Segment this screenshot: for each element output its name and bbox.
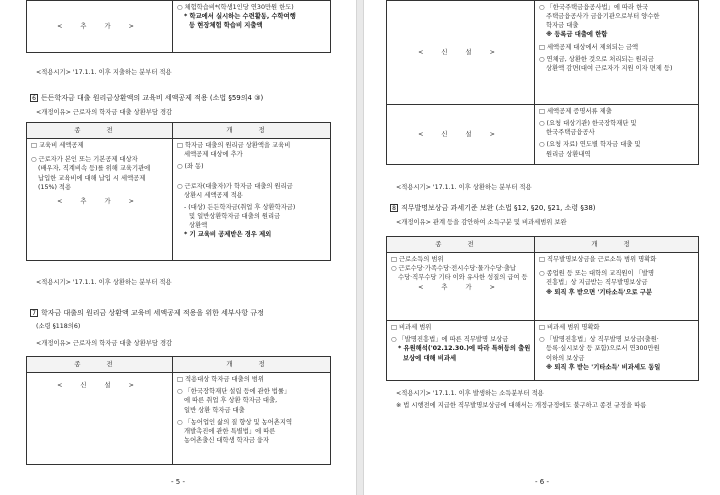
after-cell-b xyxy=(535,105,699,165)
text-line: ○ 「한국주택금융공사법」에 따라 한국 xyxy=(539,4,649,11)
section-title-text: 학자금 대출의 원리금 상환액 교육비 세액공제 적용을 위한 세부사항 규정 xyxy=(41,309,264,317)
section-number-box: 8 xyxy=(390,204,398,212)
text-line: ○ 종업원 등 또는 대학의 교직원이 「발명 xyxy=(539,270,655,278)
text-line: ○ 체험학습비*(학생1인당 연30만원 한도) xyxy=(177,4,294,11)
page-gutter xyxy=(356,0,364,495)
text-line: 원리금 상환내역 xyxy=(546,150,591,158)
effective-date-note: <적용시기> '17.1.1. 이후 상환하는 분부터 적용 xyxy=(36,279,172,286)
text-line: □ 비과세 범위 xyxy=(391,324,432,332)
text-line: ○ 「발명진흥법」상 직무발명 보상금(출원· xyxy=(539,336,659,344)
section-6-table xyxy=(26,122,331,261)
section-title-text: 든든학자금 대출 원리금상환액의 교육비 세액공제 적용 (소법 §59의4 ③) xyxy=(41,94,264,102)
after-cell-a xyxy=(535,1,699,105)
after-cell-income-scope xyxy=(535,253,699,321)
text-line: * 유원해석('02.12.30.)에 따라 특허등의 출원 xyxy=(398,345,531,353)
text-line: 일반 상환 학자금 대출 xyxy=(184,406,245,414)
top-table-right-cell xyxy=(173,1,331,53)
effective-date-note: <적용시기> '17.1.1. 이후 상환하는 분부터 적용 xyxy=(396,184,532,191)
text-line: ○ 「발명진흥법」에 따른 직무발명 보상금 xyxy=(391,336,509,344)
text-line: ○ 연체금, 상환한 것으로 처리되는 원리금 xyxy=(539,55,654,63)
section-8-title xyxy=(390,203,596,213)
text-line: 등 현장체험 학습비 지출액 xyxy=(189,22,263,30)
text-line: ※ 퇴직 후 받으면 '기타소득'으로 구분 xyxy=(546,288,653,296)
text-line: ※ 퇴직 후 받는 '기타소득' 비과세도 동일 xyxy=(546,363,661,371)
text-line: □ 직무발명보상금을 근로소득 범위 명확화 xyxy=(539,256,657,264)
text-line: 수당·직무수당 기타 이와 유사한 성질의 급여 등 xyxy=(398,274,528,282)
text-line: - (대상) 든든학자금(취업 후 상환학자금) xyxy=(184,203,296,211)
text-line: 납입한 교육비에 대해 납입 시 세액공제 xyxy=(38,174,146,182)
text-line: 이하의 보상금 xyxy=(546,354,585,362)
section-7-reason: <개정이유> 근로자의 학자금 대출 상환부담 경감 xyxy=(36,340,173,347)
text-line: 학자금 대출 xyxy=(546,22,579,30)
text-line: 세액공제 대상에 추가 xyxy=(184,151,243,159)
top-table-left-cell: < 추 가 > xyxy=(27,1,173,53)
text-line: 등록·실시보상 등 포함)으로서 연300만원 xyxy=(546,345,660,353)
section-number-box: 7 xyxy=(30,309,38,317)
page-number: - 6 - xyxy=(535,477,549,486)
section-7-title xyxy=(30,308,264,318)
before-cell: < 신 설 > xyxy=(27,373,173,465)
text-line: 보상에 대해 비과세 xyxy=(403,354,457,362)
effective-date-note: <적용시기> '17.1.1. 이후 발생하는 소득분부터 적용 xyxy=(396,390,544,397)
section-title-text: 직무발명보상금 과세기준 보완 (소법 §12, §20, §21, 소령 §38) xyxy=(401,204,596,212)
text-line: □ 비과세 범위 명확화 xyxy=(539,324,600,332)
text-line: □ 세액공제 증명서류 제출 xyxy=(539,108,612,115)
text-line: □ 적용대상 학자금 대출의 범위 xyxy=(177,376,264,384)
page-number: - 5 - xyxy=(171,477,185,486)
text-line: 진흥법」상 지급받는 직무발명보상금 xyxy=(546,279,648,287)
after-cell xyxy=(173,139,331,261)
text-line: < 추 가 > xyxy=(57,197,142,205)
after-cell-tax-exempt xyxy=(535,321,699,381)
section-8-table xyxy=(386,236,699,381)
text-line: 주택금융공사가 금융기관으로부터 양수한 xyxy=(546,13,660,21)
column-header-after: 개 정 xyxy=(173,357,331,373)
text-line: ※ 등록금 대출에 한함 xyxy=(546,31,608,39)
text-line: 및 일반상환학자금 대출의 원리금 xyxy=(189,212,281,220)
column-header-after: 개 정 xyxy=(535,237,699,253)
column-header-before: 종 전 xyxy=(27,357,173,373)
text-line: 상환액 감면(대여 근로자가 지원 이자 면제 등) xyxy=(546,64,673,72)
text-line: □ 세액공제 대상에서 제외되는 금액 xyxy=(539,43,639,51)
before-cell xyxy=(27,139,173,261)
column-header-before: 종 전 xyxy=(27,123,173,139)
before-cell-income-scope xyxy=(387,253,535,321)
section-6-reason: <개정이유> 근로자의 학자금 대출 상환부담 경감 xyxy=(36,109,173,116)
text-line: ○ 근로자(대출자)가 학자금 대출의 원리금 xyxy=(177,182,293,190)
section-8-reason: <개정이유> 관계 등을 감안하여 소득구분 및 비과세범위 보완 xyxy=(396,219,567,226)
text-line: □ 학자금 대출의 원리금 상환액을 교육비 xyxy=(177,142,291,150)
footnote: ※ 법 시행전에 지급한 직무발명보상금에 대해서는 개정규정에도 불구하고 종전 규정을 따름 xyxy=(396,402,647,409)
text-line: (15%) 적용 xyxy=(38,183,72,191)
text-line: 개발촉진에 관한 특별법」에 따른 xyxy=(184,427,276,435)
column-header-after: 개 정 xyxy=(173,123,331,139)
text-line: ○ (요청 자료) 연도별 학자금 대출 및 xyxy=(539,141,641,149)
text-line: 농어촌출신 대학생 학자금 융자 xyxy=(184,436,270,444)
text-line: 에 따른 취업 후 상환 학자금 대출, xyxy=(184,397,278,405)
top-comparison-table xyxy=(26,0,331,53)
text-line: ○ (좌 동) xyxy=(177,163,204,171)
text-line: ○ 「한국장학재단 설립 등에 관한 법률」 xyxy=(177,388,291,396)
before-cell-b: < 신 설 > xyxy=(387,105,535,165)
top-comparison-table xyxy=(386,0,699,165)
text-line: □ 교육비 세액공제 xyxy=(31,142,84,150)
page-5 xyxy=(0,0,356,495)
text-line: ○ (요청 대상기관) 한국장학재단 및 xyxy=(539,120,637,128)
text-line: ○ 근로수당·가족수당·전시수당·물가수당·출납 xyxy=(391,265,516,273)
page-6 xyxy=(364,0,720,495)
column-header-before: 종 전 xyxy=(387,237,535,253)
text-line: ○ 「농어업인 삶의 질 향상 및 농어촌지역 xyxy=(177,418,293,426)
text-line: * 기 교육비 공제받은 경우 제외 xyxy=(184,231,272,239)
section-7-table xyxy=(26,356,331,465)
text-line: (배우자, 직계비속 등)를 위해 교육기관에 xyxy=(38,165,151,173)
text-line: ○ 근로자가 본인 또는 기본공제 대상자 xyxy=(31,156,138,164)
effective-date-note: <적용시기> '17.1.1. 이후 지출하는 분부터 적용 xyxy=(36,69,172,76)
text-line: < 추 가 > xyxy=(418,283,503,291)
text-line: □ 근로소득의 범위 xyxy=(391,256,444,264)
text-line: 상환시 세액공제 적용 xyxy=(184,191,243,199)
text-line: 한국주택금융공사 xyxy=(546,129,595,137)
before-cell-tax-exempt xyxy=(387,321,535,381)
text-line: * 학교에서 실시하는 수련활동, 수학여행 xyxy=(184,13,296,21)
before-cell-a: < 신 설 > xyxy=(387,1,535,105)
section-number-box: 6 xyxy=(30,94,38,102)
after-cell xyxy=(173,373,331,465)
text-line: 상환액 xyxy=(189,222,208,229)
section-7-ref: (소령 §118의6) xyxy=(36,323,81,330)
section-6-title xyxy=(30,93,263,103)
